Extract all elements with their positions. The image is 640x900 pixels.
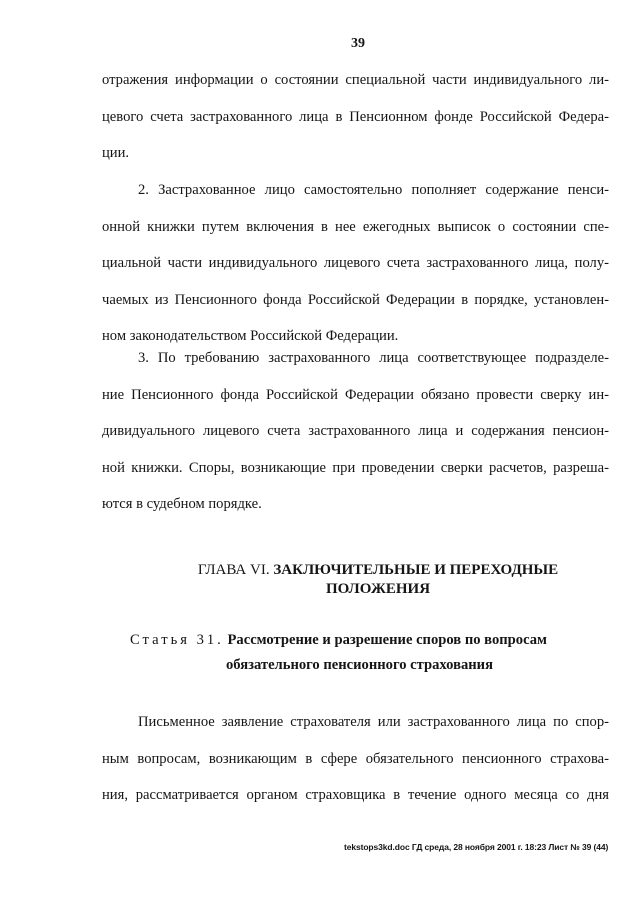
text-line: 3. По требованию застрахованного лица соответствующее подразделе-	[138, 350, 609, 366]
text-line: ным вопросам, возникающим в сфере обязательного пенсионного страхова-	[102, 750, 609, 767]
text-line: Письменное заявление страхователя или застрахованного лица по спор-	[138, 714, 609, 730]
text-line: ции.	[102, 145, 130, 162]
text-line: чаемых из Пенсионного фонда Российской Федерации в порядке, установлен-	[102, 291, 609, 308]
chapter-heading	[168, 561, 588, 599]
text-line: онной книжки путем включения в нее ежегодных выписок о состоянии спе-	[102, 218, 609, 235]
paragraph-2	[102, 172, 609, 355]
chapter-title-line2: ПОЛОЖЕНИЯ	[325, 581, 431, 597]
article-label: Статья 31.	[130, 632, 224, 648]
text-line: дивидуального лицевого счета застрахованного лица и содержания пенсион-	[102, 423, 609, 440]
chapter-title: ЗАКЛЮЧИТЕЛЬНЫЕ И ПЕРЕХОДНЫЕ	[273, 562, 559, 578]
text-line: ном законодательством Российской Федерации.	[102, 328, 399, 345]
text-line: циальной части индивидуального лицевого счета застрахованного лица, полу-	[102, 255, 609, 272]
page-footer: tekstops3kd.doc ГД среда, 28 ноября 2001 г. 18:23 Лист № 39 (44)	[344, 842, 609, 852]
article-title-line2: обязательного пенсионного страхования	[226, 657, 493, 673]
chapter-label: ГЛАВА VI.	[197, 562, 270, 578]
text-line: ются в судебном порядке.	[102, 496, 262, 513]
paragraph-3	[102, 340, 609, 523]
article-heading	[130, 628, 590, 678]
text-line: отражения информации о состоянии специальной части индивидуального ли-	[102, 72, 609, 88]
text-line: ной книжки. Споры, возникающие при проведении сверки расчетов, разреша-	[102, 459, 609, 476]
text-line: ние Пенсионного фонда Российской Федерации обязано провести сверку ин-	[102, 386, 609, 403]
text-line: ния, рассматривается органом страховщика в течение одного месяца со дня	[102, 787, 609, 804]
text-line: цевого счета застрахованного лица в Пенсионном фонде Российской Федера-	[102, 108, 609, 125]
article-title: Рассмотрение и разрешение споров по вопросам	[227, 632, 547, 648]
paragraph-continuation	[102, 62, 609, 172]
page-number: 39	[351, 36, 365, 51]
text-line: 2. Застрахованное лицо самостоятельно пополняет содержание пенси-	[138, 182, 609, 198]
paragraph-article-31	[102, 704, 609, 814]
